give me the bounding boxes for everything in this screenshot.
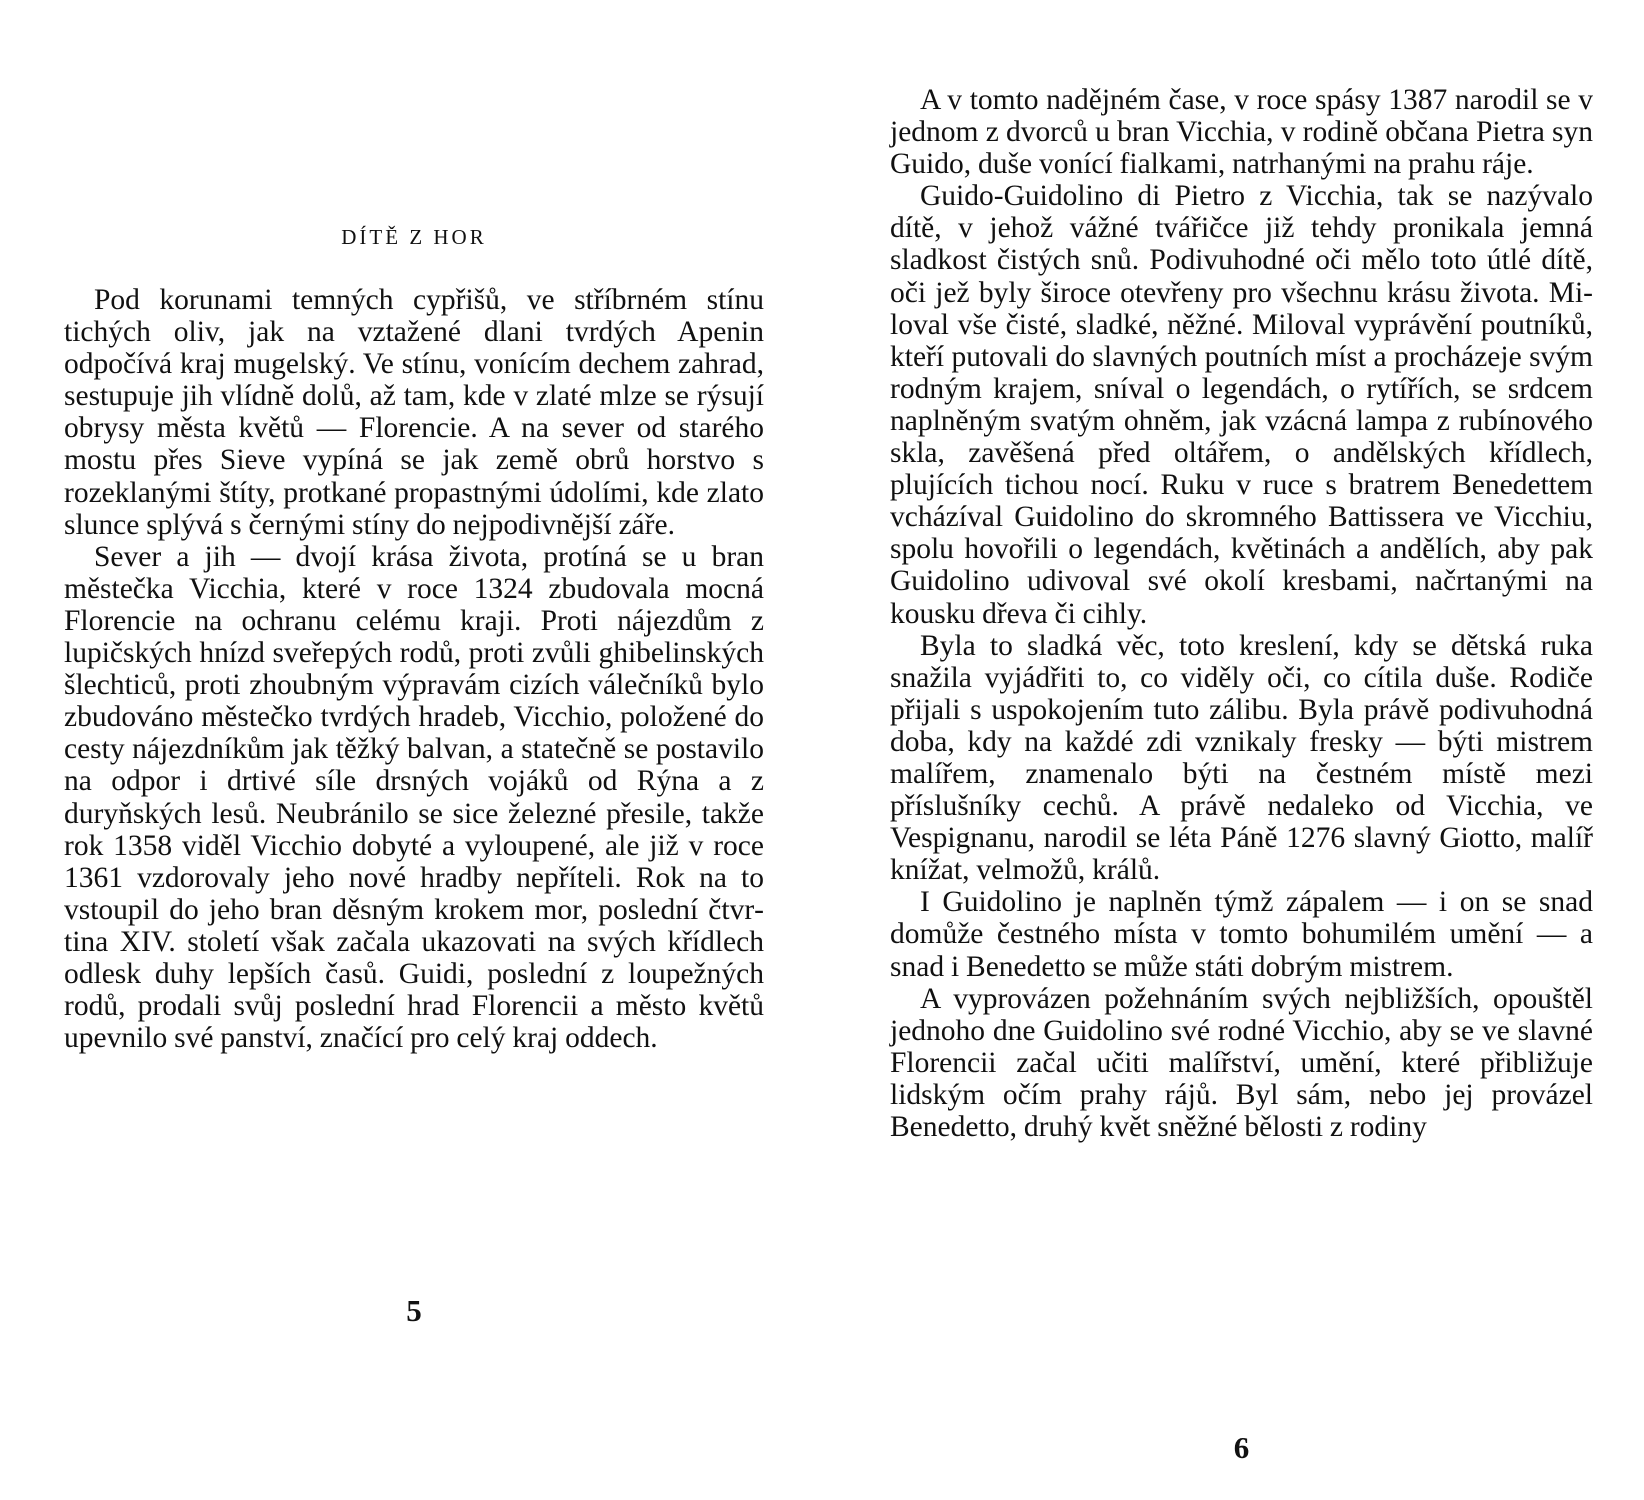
page-number-left: 5 [406,1293,422,1328]
right-paragraph-4: I Guidolino je naplněn týmž zápalem — i on se snad domůže čestného místa v tomto bohumilém umění — a snad i Benedetto se může státi dobrým mistrem. [890,886,1593,983]
left-page-text [64,284,764,1054]
right-paragraph-1: A v tomto nadějném čase, v roce spásy 1387 narodil se v jednom z dvorců u bran Vicchia, v rodině občana Pietra syn Guido, duše vonící fialkami, natrhanými na prahu ráje. [890,84,1593,181]
right-paragraph-3: Byla to sladká věc, toto kreslení, kdy se dětská ruka snažila vyjádřiti to, co viděly oči, co cítila duše. Rodiče přijali s uspokojením tuto zálibu. Byla právě podivuhodná doba, kdy na každé zdi vznikaly fresky — býti mistrem malířem, znamenalo býti na čestném místě mezi příslušníky cechů. A právě nedaleko od Vicchia, ve Vespignanu, narodil se léta Páně 1276 slavný Giotto, malíř knížat, velmožů, králů. [890,629,1593,887]
left-paragraph-1: Pod korunami temných cypřišů, ve stříbrném stínu tichých oliv, jak na vztažené dlani tvrdých Apenin odpočívá kraj mugelský. Ve stínu, vonícím dechem zahrad, sestupuje jih vlídně dolů, až tam, kde v zlaté mlze se rýsují obrysy města květů — Florencie. A na sever od starého mostu přes Sieve vypíná se jak země obrů horstvo s rozeklanými štíty, protkané propastnými údolími, kde zlato slunce splývá s černými stíny do nejpodivnější záře. [64,284,764,541]
right-page-text [890,84,1593,1143]
right-paragraph-5: A vyprovázen požehnáním svých nejbližších, opouštěl jednoho dne Guidolino své rodné Vicchio, aby se ve slavné Florencii začal učiti malířství, umění, které přibližuje lidským očím prahy rájů. Byl sám, nebo jej provázel Benedetto, druhý květ sněžné bělosti z rodiny [890,982,1593,1143]
page-number-right: 6 [1233,1430,1250,1465]
right-paragraph-2: Guido-Guidolino di Pietro z Vicchia, tak se nazývalo dítě, v jehož vážné tvářičce již tehdy pronikala jemná sladkost čistých snů. Podivuhodné oči mělo toto útlé dítě, oči jež byly široce otevřeny pro všechnu krásu života. Miloval vše čisté, sladké, něžné. Miloval vyprávění poutníků, kteří putovali do slavných poutních míst a procházeje svým rodným krajem, sníval o legendách, o rytířích, se srdcem naplněným svatým ohněm, jak vzácná lampa z rubínového skla, zavěšená před oltářem, o andělských křídlech, plujících tichou nocí. Ruku v ruce s bratrem Benedettem vcházíval Guidolino do skromného Battissera ve Vicchiu, spolu hovořili o legendách, květinách a andělích, aby pak Guidolino udivoval své okolí kresbami, načrtanými na kousku dřeva či cihly. [890,180,1593,630]
chapter-title: DÍTĚ Z HOR [341,225,487,249]
left-paragraph-2: Sever a jih — dvojí krása života, protíná se u bran městečka Vicchia, které v roce 1324 zbudovala mocná Florencie na ochranu celému kraji. Proti nájezdům z lupičských hnízd sveřepých rodů, proti zvůli ghibelinských šlechticů, proti zhoubným výpravám cizích válečníků bylo zbudováno městečko tvrdých hradeb, Vicchio, položené do cesty nájezdníkům jak těžký balvan, a statečně se postavilo na odpor i drtivé síle drsných vojáků od Rýna a z duryňských lesů. Neubránilo se sice železné přesile, takže rok 1358 viděl Vicchio dobyté a vyloupené, ale již v roce 1361 vzdorovaly jeho nové hradby nepříteli. Rok na to vstoupil do jeho bran děsným krokem mor, poslední čtvrtina XIV. století však začala ukazovati na svých křídlech odlesk duhy lepších časů. Guidi, poslední z loupežných rodů, prodali svůj poslední hrad Florencii a město květů upevnilo své panství, značící pro celý kraj oddech. [64,540,764,1055]
